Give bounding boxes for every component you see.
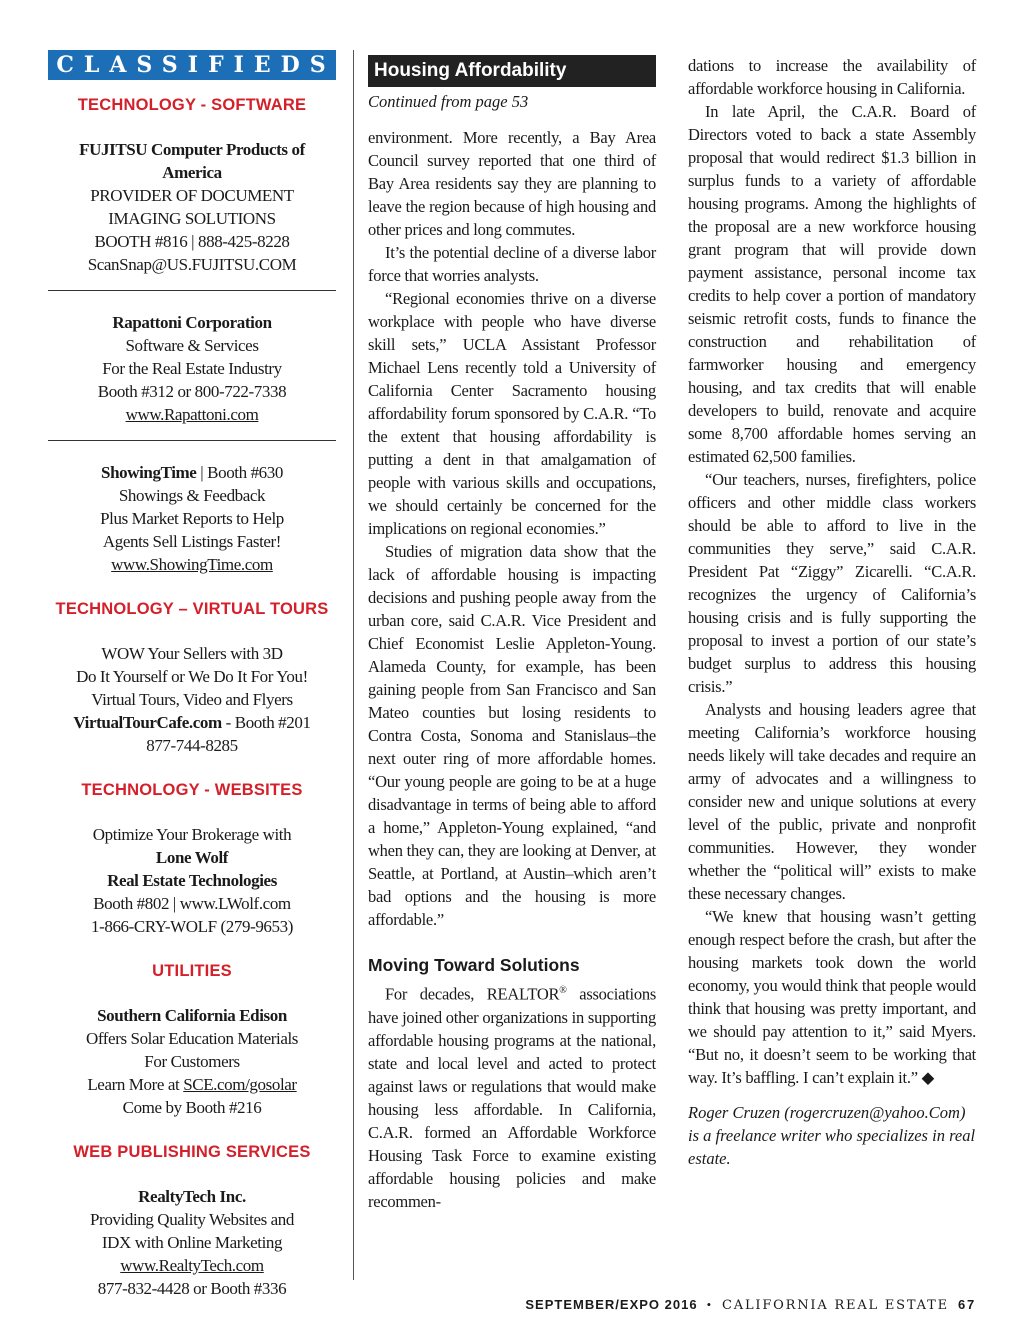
page-number: 67 bbox=[957, 1297, 976, 1312]
ad-line: WOW Your Sellers with 3D bbox=[101, 644, 283, 663]
ad-title: Rapattoni Corporation bbox=[112, 313, 272, 332]
ad-line: Offers Solar Education Materials bbox=[85, 1029, 299, 1048]
paragraph: It’s the potential decline of a diverse labor force that worries analysts. bbox=[368, 243, 656, 285]
paragraph: “We knew that housing wasn’t getting enough respect before the crash, but after the housing markets took down the world economy, you would think that people would think that housing was pretty important, and we should pay attention to it,” said Myers. “But no, it doesn’t seem to be working that way. It’s baffling. I can’t explain it.” ◆ bbox=[688, 907, 976, 1087]
article-column-1 bbox=[368, 55, 656, 1213]
ad-line: Agents Sell Listings Faster! bbox=[102, 532, 282, 551]
paragraph: “Regional economies thrive on a diverse workplace with people who have diverse skill sets,” UCLA Assistant Professor Michael Lens recently told a University of California Center Sacramento housing affordability forum sponsored by C.A.R. “To the extent that housing affordability is putting a dent in that amalgamation of people with various skills and occupations, we should certainly be concerned for the implications on regional economies.” bbox=[368, 289, 656, 538]
paragraph: In late April, the C.A.R. Board of Directors voted to back a state Assembly proposal that would redirect $1.3 billion in surplus funds to a variety of affordable housing programs. Among the highlights of the proposal are a new workforce housing grant program that will provide down payment assistance, personal income tax credits to help cover a portion of mandatory seismic retrofit costs, funds to finance the construction and rehabilitation of farmworker housing and emergency housing, and tax credits that will enable developers to build, renovate and acquire some 8,700 affordable homes serving an estimated 62,500 families. bbox=[688, 102, 976, 466]
issue-date: SEPTEMBER/EXPO 2016 bbox=[525, 1297, 698, 1312]
ad-link[interactable]: www.ShowingTime.com bbox=[111, 555, 273, 574]
paragraph: Analysts and housing leaders agree that meeting California’s workforce housing needs likely will take decades and require an army of advocates and a willingness to consider new and unique solutions at every level of the public, private and nonprofit communities. However, they wonder whether the “political will” exists to make these necessary changes. bbox=[688, 700, 976, 903]
paragraph: dations to increase the availability of affordable workforce housing in California. bbox=[688, 56, 976, 98]
column-divider bbox=[353, 50, 354, 1280]
ad-line: Booth #312 or 800-722-7338 bbox=[97, 382, 287, 401]
ad-rapattoni bbox=[48, 291, 336, 440]
ad-link[interactable]: SCE.com/gosolar bbox=[183, 1075, 297, 1094]
ad-line: IDX with Online Marketing bbox=[101, 1233, 283, 1252]
ad-title: RealtyTech Inc. bbox=[138, 1187, 246, 1206]
subheading: Moving Toward Solutions bbox=[368, 955, 580, 975]
ad-line: Software & Services bbox=[125, 336, 259, 355]
paragraph bbox=[368, 979, 656, 1213]
paragraph-text: For decades, REALTOR bbox=[385, 984, 560, 1004]
ad-title[interactable]: VirtualTourCafe.com bbox=[73, 713, 222, 732]
paragraph: “Our teachers, nurses, firefighters, police officers and other middle class workers should be able to afford to live in the communities they serve,” said C.A.R. President Pat “Ziggy” Zicarelli. “C.A.R. recognizes the urgency of California’s housing crisis and is fully supporting the proposal to invest a portion of our state’s budget surplus to address this housing crisis.” bbox=[688, 470, 976, 696]
ad-phone: 877-832-4428 or Booth #336 bbox=[97, 1279, 287, 1298]
category-technology-virtual-tours: TECHNOLOGY – VIRTUAL TOURS bbox=[55, 600, 329, 618]
ad-showingtime bbox=[48, 441, 336, 590]
page-footer bbox=[525, 1297, 976, 1313]
registered-mark: ® bbox=[559, 985, 567, 996]
category-technology-software: TECHNOLOGY - SOFTWARE bbox=[77, 96, 307, 114]
paragraph-text: associations have joined other organizations in supporting affordable housing programs at the national, state and local level and acted to protect against laws or regulations that would make housing less affordable. In California, C.A.R. formed an Affordable Workforce Housing Task Force to examine existing affordable housing policies and make recommen- bbox=[368, 984, 656, 1211]
classifieds-column bbox=[48, 50, 336, 1314]
ad-phone: 1-866-CRY-WOLF (279-9653) bbox=[90, 917, 293, 936]
ad-line: Optimize Your Brokerage with bbox=[92, 825, 292, 844]
ad-lonewolf bbox=[48, 800, 336, 952]
ad-phone: 877-744-8285 bbox=[146, 736, 238, 755]
ad-line: Showings & Feedback bbox=[118, 486, 266, 505]
ad-link[interactable]: www.Rapattoni.com bbox=[125, 405, 259, 424]
category-utilities: UTILITIES bbox=[152, 962, 232, 980]
ad-line: Booth #802 | www.LWolf.com bbox=[93, 894, 291, 913]
ad-fujitsu bbox=[48, 115, 336, 290]
ad-edison bbox=[48, 981, 336, 1133]
ad-line: Come by Booth #216 bbox=[122, 1098, 262, 1117]
author-byline: Roger Cruzen (rogercruzen@yahoo.Com) is a freelance writer who specializes in real estate. bbox=[688, 1103, 976, 1168]
ad-line: PROVIDER OF DOCUMENT bbox=[90, 186, 294, 205]
ad-title: Southern California Edison bbox=[97, 1006, 287, 1025]
category-web-publishing: WEB PUBLISHING SERVICES bbox=[73, 1143, 311, 1161]
article-column-2 bbox=[688, 54, 976, 1170]
ad-line: Do It Yourself or We Do It For You! bbox=[76, 667, 308, 686]
article-body-1 bbox=[368, 126, 656, 1213]
section-title: Housing Affordability bbox=[368, 55, 656, 87]
ad-title: ShowingTime bbox=[101, 463, 197, 482]
ad-line: BOOTH #816 | 888-425-8228 bbox=[94, 232, 290, 251]
ad-title: FUJITSU Computer Products of America bbox=[79, 140, 305, 182]
ad-line: Virtual Tours, Video and Flyers bbox=[91, 690, 293, 709]
ad-virtualtourcafe bbox=[48, 619, 336, 771]
paragraph: environment. More recently, a Bay Area Council survey reported that one third of Bay Area residents say they are planning to leave the region because of high housing and other prices and long commutes. bbox=[368, 128, 656, 239]
ad-line: IMAGING SOLUTIONS bbox=[108, 209, 276, 228]
publication-name: CALIFORNIA REAL ESTATE bbox=[722, 1298, 949, 1313]
ad-title: Real Estate Technologies bbox=[107, 871, 277, 890]
ad-email[interactable]: ScanSnap@US.FUJITSU.COM bbox=[87, 255, 297, 274]
footer-bullet: • bbox=[706, 1297, 713, 1312]
classifieds-header: CLASSIFIEDS bbox=[48, 50, 336, 80]
ad-line: Learn More at bbox=[87, 1075, 184, 1094]
ad-title: Lone Wolf bbox=[155, 848, 229, 867]
ad-line: Plus Market Reports to Help bbox=[100, 509, 284, 528]
paragraph: Studies of migration data show that the lack of affordable housing is impacting decisions and pushing people away from the urban core, said C.A.R. Vice President and Chief Economist Leslie Appleton-Young. Alameda County, for example, has been gaining people from San Francisco and San Mateo counties but losing residents to Contra Costa, Sonoma and Stanislaus–the next outer ring of more affordable homes. “Our young people are going to be at a huge disadvantage in terms of being able to afford a home,” Appleton-Young explained, “and when they can, they are looking at Denver, at Seattle, at Portland, at Austin–which aren’t bad options and the housing is more affordable.” bbox=[368, 542, 656, 929]
ad-line: Providing Quality Websites and bbox=[90, 1210, 294, 1229]
ad-line: For the Real Estate Industry bbox=[102, 359, 282, 378]
ad-realtytech bbox=[48, 1162, 336, 1314]
article-body-2 bbox=[688, 54, 976, 1089]
category-technology-websites: TECHNOLOGY - WEBSITES bbox=[81, 781, 303, 799]
ad-line: For Customers bbox=[144, 1052, 240, 1071]
continued-note: Continued from page 53 bbox=[368, 92, 529, 111]
ad-link[interactable]: www.RealtyTech.com bbox=[120, 1256, 264, 1275]
ad-booth: | Booth #630 bbox=[196, 463, 283, 482]
ad-booth: - Booth #201 bbox=[221, 713, 311, 732]
